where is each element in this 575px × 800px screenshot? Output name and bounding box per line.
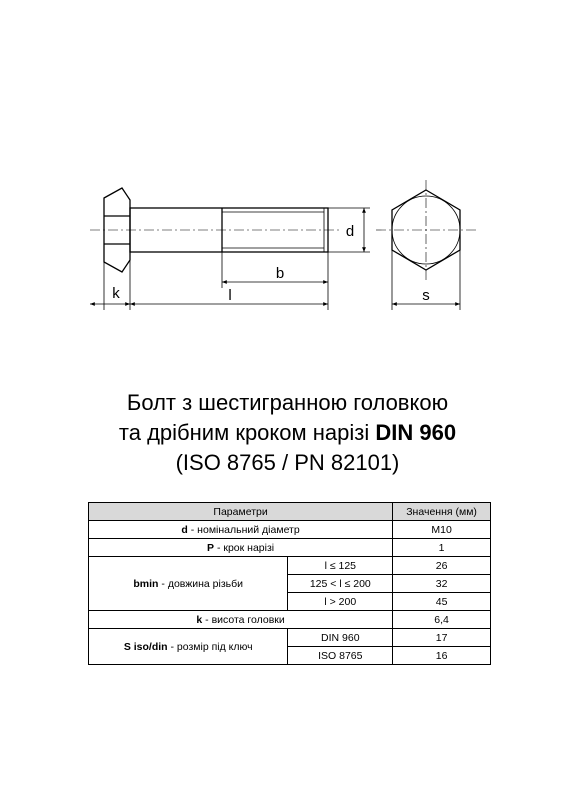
table-row [89, 539, 491, 557]
table-header-row [89, 503, 491, 521]
document-title [0, 388, 575, 478]
table-row [89, 629, 491, 647]
cond-b-1: l ≤ 125 [288, 557, 393, 575]
dim-label-d: d [345, 223, 355, 240]
table-row [89, 611, 491, 629]
dim-label-s: s [422, 287, 430, 304]
title-line-2 [0, 418, 575, 448]
dim-label-b: b [275, 265, 285, 282]
cond-s-1: DIN 960 [288, 629, 393, 647]
header-params: Параметри [89, 503, 393, 521]
title-line-1: Болт з шестигранною головкою [126, 390, 449, 415]
value-s-2: 16 [393, 647, 491, 665]
cond-b-2: 125 < l ≤ 200 [288, 575, 393, 593]
dim-label-l: l [228, 287, 232, 304]
header-values: Значення (мм) [393, 503, 491, 521]
param-k: k - висота головки [89, 611, 393, 629]
title-standard: DIN 960 [375, 420, 457, 445]
bolt-technical-drawing [80, 170, 500, 330]
title-line-2-text: та дрібним кроком нарізі [118, 420, 376, 445]
cond-s-2: ISO 8765 [288, 647, 393, 665]
cond-b-3: l > 200 [288, 593, 393, 611]
value-d: M10 [393, 521, 491, 539]
spec-table [88, 502, 491, 665]
value-b-1: 26 [393, 557, 491, 575]
value-b-2: 32 [393, 575, 491, 593]
param-s: S iso/din - розмір під ключ [89, 629, 288, 665]
value-b-3: 45 [393, 593, 491, 611]
value-p: 1 [393, 539, 491, 557]
table-row [89, 557, 491, 575]
value-s-1: 17 [393, 629, 491, 647]
param-b: bmin - довжина різьби [89, 557, 288, 611]
title-line-3: (ISO 8765 / PN 82101) [175, 450, 400, 475]
value-k: 6,4 [393, 611, 491, 629]
table-row [89, 521, 491, 539]
param-d: d - номінальний діаметр [89, 521, 393, 539]
dim-label-k: k [112, 285, 120, 302]
param-p: P - крок нарізі [89, 539, 393, 557]
